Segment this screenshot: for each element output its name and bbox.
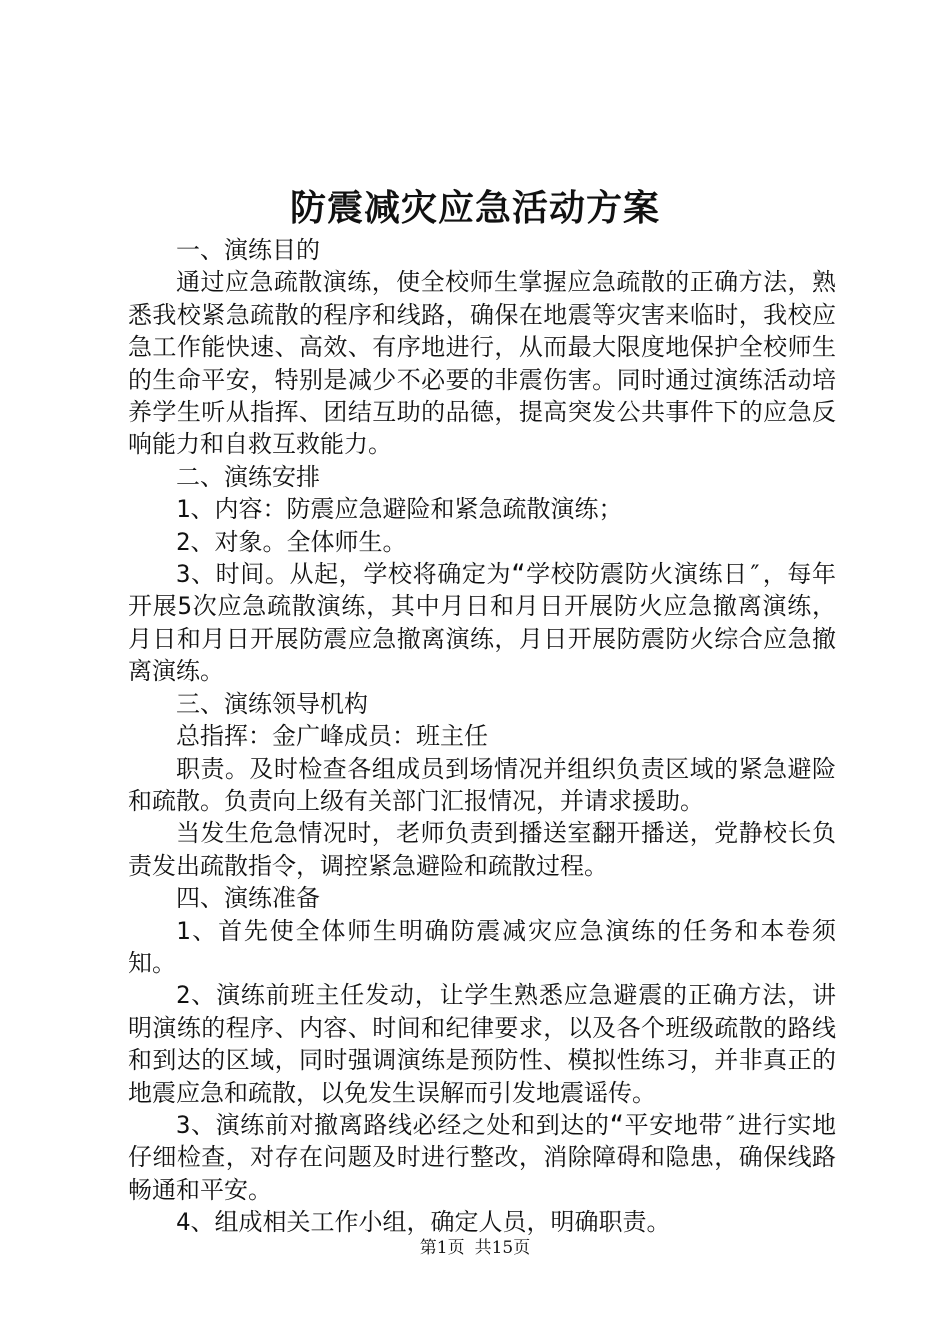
- paragraph-target: 2、对象。全体师生。: [176, 527, 407, 556]
- paragraph-commander: 总指挥：金广峰成员：班主任: [176, 722, 488, 751]
- section-heading-leadership: 三、演练领导机构: [176, 689, 368, 718]
- section-heading-arrangement: 二、演练安排: [176, 462, 320, 491]
- document-title: 防震减灾应急活动方案: [289, 187, 660, 229]
- paragraph-prep-4: 4、组成相关工作小组，确定人员，明确职责。: [176, 1208, 671, 1237]
- section-heading-purpose: 一、演练目的: [176, 236, 320, 264]
- paragraph-purpose: 通过应急疏散演练，使全校师生掌握应急疏散的正确方法，熟悉我校紧急疏散的程序和线路，确保在地震等灾害来临时，我校应急工作能快速、高效、有序地进行，从而最大限度地保护全校师生的生命平安，特别是减少不必要的非震伤害。同时通过演练活动培养学生听从指挥、团结互助的品德，提高突发公共事件下的应急反响能力和自救互救能力。: [128, 268, 836, 459]
- paragraph-time: 3、时间。从起，学校将确定为“学校防震防火演练日″，每年开展5次应急疏散演练，其中月日和月日开展防火应急撤离演练，月日和月日开展防震应急撤离演练，月日开展防震防火综合应急撤离演练。: [128, 560, 836, 686]
- paragraph-prep-1: 1、首先使全体师生明确防震减灾应急演练的任务和本卷须知。: [128, 916, 836, 977]
- page-total: 共15页: [474, 1238, 531, 1258]
- paragraph-duties: 职责。及时检查各组成员到场情况并组织负责区域的紧急避险和疏散。负责向上级有关部门汇报情况，并请求援助。: [128, 754, 836, 815]
- page-number: 第1页: [419, 1238, 465, 1258]
- document-body: [128, 234, 836, 1239]
- paragraph-emergency: 当发生危急情况时，老师负责到播送室翻开播送，党静校长负责发出疏散指令，调控紧急避险和疏散过程。: [128, 819, 836, 880]
- page-footer: [0, 1236, 950, 1260]
- section-heading-preparation: 四、演练准备: [176, 884, 320, 913]
- paragraph-prep-2: 2、演练前班主任发动，让学生熟悉应急避震的正确方法，讲明演练的程序、内容、时间和纪律要求，以及各个班级疏散的路线和到达的区域，同时强调演练是预防性、模拟性练习，并非真正的地震应急和疏散，以免发生误解而引发地震谣传。: [128, 981, 836, 1107]
- paragraph-prep-3: 3、演练前对撤离路线必经之处和到达的“平安地带″进行实地仔细检查，对存在问题及时进行整改，消除障碍和隐患，确保线路畅通和平安。: [128, 1110, 836, 1204]
- paragraph-content: 1、内容：防震应急避险和紧急疏散演练；: [176, 495, 623, 524]
